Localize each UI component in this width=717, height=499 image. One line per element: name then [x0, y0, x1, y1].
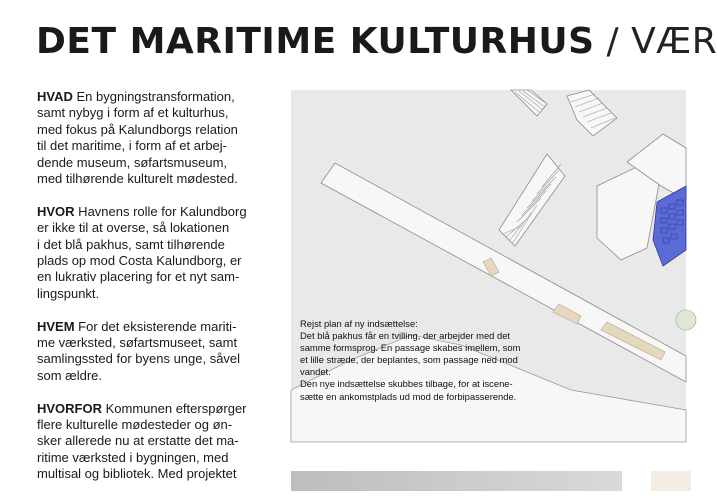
plan-caption: Rejst plan af ny indsættelse: Det blå pakhus får en tvilling, der arbejder med det samme formsprog. En passage skabes imellem, som et lille stræde, der beplantes, som passage ned mod vandet. Den nye indsættelse skubbes tilbage, for at iscene- sætte en ankomstplads ud mod de forbipasserende.: [300, 318, 521, 402]
page-title-rest: / VÆR: [594, 21, 717, 62]
section-body: Havnens rolle for Kalundborg er ikke til at overse, så lokationen i det blå pakhus, samt tilhørende plads op mod Costa Kalundborg, er en lukrativ placering for et nyt sam- lingspunkt.: [37, 203, 247, 301]
section-heading: HVEM: [37, 318, 75, 334]
section-heading: HVORFOR: [37, 400, 102, 416]
page-title-main: DET MARITIME KULTURHUS: [36, 21, 595, 62]
section-hvor: [37, 204, 269, 302]
section-body: For det eksisterende mariti- me værksted, søfartsmuseet, samt samlingssted for byens unge, såvel som ældre.: [37, 318, 241, 383]
section-heading: HVAD: [37, 89, 73, 104]
section-hvad: [37, 89, 269, 187]
section-body: En bygningstransformation, samt nybyg i form af et kulturhus, med fokus på Kalundborgs relation til det maritime, i form af et arbej- dende museum, søfartsmuseum, med tilhørende kulturelt mødested.: [37, 89, 238, 187]
photo-strip-right: [651, 471, 691, 491]
section-heading: HVOR: [37, 203, 75, 219]
photo-strip-left: [291, 471, 622, 491]
section-hvorfor: [37, 401, 269, 483]
section-body: Kommunen efterspørger flere kulturelle mødesteder og øn- sker allerede nu at erstatte det ma- ritime værksted i bygningen, med multisal og bibliotek. Med projektet: [37, 400, 247, 482]
text-column: [37, 89, 269, 499]
section-hvem: [37, 319, 269, 385]
page-title: [36, 18, 717, 66]
tree: [676, 310, 696, 330]
